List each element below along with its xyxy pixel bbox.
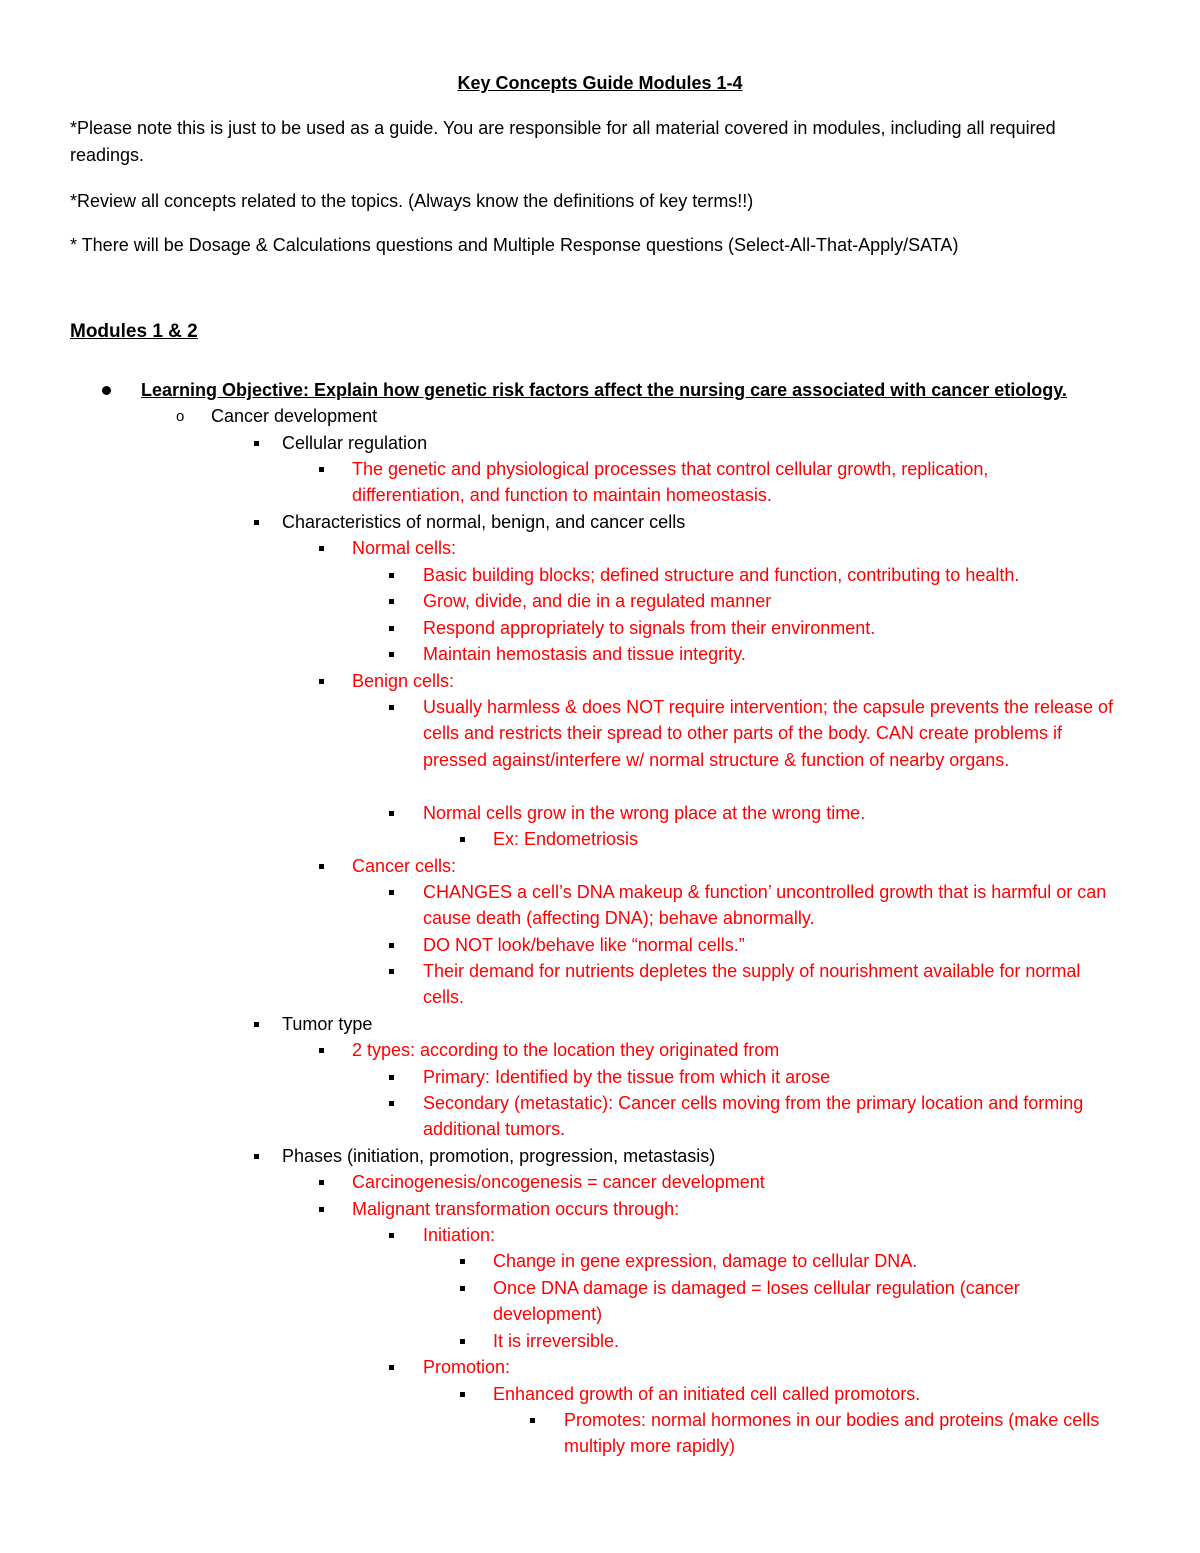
benign-cells-label: Benign cells: [352, 671, 455, 691]
note-review: *Review all concepts related to the topics. (Always know the definitions of key terms!!) [70, 191, 754, 211]
square-bullet-icon [389, 1101, 394, 1106]
outline-cellular-regulation: Cellular regulation [282, 433, 428, 453]
square-bullet-icon [389, 1075, 394, 1080]
initiation-item: Once DNA damage is damaged = loses cellular regulation (cancer development) [493, 1278, 1020, 1325]
square-bullet-icon [389, 705, 394, 710]
cancer-cells-item: Their demand for nutrients depletes the supply of nourishment available for normal cells. [423, 961, 1081, 1008]
square-bullet-icon [389, 1233, 394, 1238]
bullet-icon [102, 386, 111, 395]
circle-bullet-icon: o [176, 408, 185, 425]
square-bullet-icon [319, 1048, 324, 1053]
normal-cells-item: Respond appropriately to signals from their environment. [423, 618, 876, 638]
square-bullet-icon [389, 652, 394, 657]
initiation-item: Change in gene expression, damage to cellular DNA. [493, 1251, 918, 1271]
carcinogenesis-text: Carcinogenesis/oncogenesis = cancer development [352, 1172, 765, 1192]
square-bullet-icon [530, 1418, 535, 1423]
square-bullet-icon [460, 837, 465, 842]
square-bullet-icon [460, 1286, 465, 1291]
square-bullet-icon [389, 573, 394, 578]
square-bullet-icon [319, 1180, 324, 1185]
note-dosage: * There will be Dosage & Calculations questions and Multiple Response questions (Select-All-That-Apply/SATA) [70, 235, 959, 255]
benign-cells-item: Usually harmless & does NOT require intervention; the capsule prevents the release of cells and restricts their spread to other parts of the body. CAN create problems if pressed against/interfere w/ normal structure & function of nearby organs. [423, 697, 1114, 770]
square-bullet-icon [319, 679, 324, 684]
tumor-type-item: Primary: Identified by the tissue from which it arose [423, 1067, 831, 1087]
square-bullet-icon [389, 890, 394, 895]
outline-cancer-development: Cancer development [211, 406, 378, 426]
document-title: Key Concepts Guide Modules 1-4 [457, 73, 743, 93]
cancer-cells-label: Cancer cells: [352, 856, 457, 876]
section-heading: Modules 1 & 2 [70, 321, 198, 342]
square-bullet-icon [389, 626, 394, 631]
malignant-transformation-text: Malignant transformation occurs through: [352, 1199, 680, 1219]
square-bullet-icon [254, 1022, 259, 1027]
tumor-type-sub: 2 types: according to the location they originated from [352, 1040, 780, 1060]
benign-example: Ex: Endometriosis [493, 829, 639, 849]
promotion-label: Promotion: [423, 1357, 511, 1377]
cellular-regulation-definition: The genetic and physiological processes that control cellular growth, replication, differentiation, and function to maintain homeostasis. [352, 459, 989, 506]
square-bullet-icon [319, 864, 324, 869]
cancer-cells-item: CHANGES a cell’s DNA makeup & function’ uncontrolled growth that is harmful or can cause death (affecting DNA); behave abnormally. [423, 882, 1107, 929]
square-bullet-icon [319, 467, 324, 472]
promotion-item: Enhanced growth of an initiated cell called promotors. [493, 1384, 921, 1404]
outline-characteristics: Characteristics of normal, benign, and cancer cells [282, 512, 686, 532]
square-bullet-icon [389, 599, 394, 604]
square-bullet-icon [254, 441, 259, 446]
square-bullet-icon [389, 1365, 394, 1370]
promotion-sub-item: Promotes: normal hormones in our bodies and proteins (make cells multiply more rapidly) [564, 1410, 1100, 1457]
normal-cells-item: Basic building blocks; defined structure and function, contributing to health. [423, 565, 1020, 585]
square-bullet-icon [460, 1392, 465, 1397]
tumor-type-item: Secondary (metastatic): Cancer cells moving from the primary location and forming additional tumors. [423, 1093, 1084, 1140]
initiation-label: Initiation: [423, 1225, 496, 1245]
learning-objective: Learning Objective: Explain how genetic risk factors affect the nursing care associated with cancer etiology. [141, 380, 1067, 400]
square-bullet-icon [389, 969, 394, 974]
benign-cells-item: Normal cells grow in the wrong place at the wrong time. [423, 803, 866, 823]
normal-cells-item: Grow, divide, and die in a regulated manner [423, 591, 772, 611]
outline-tumor-type: Tumor type [282, 1014, 373, 1034]
normal-cells-item: Maintain hemostasis and tissue integrity. [423, 644, 746, 664]
normal-cells-label: Normal cells: [352, 538, 457, 558]
square-bullet-icon [460, 1339, 465, 1344]
note-guide: *Please note this is just to be used as a guide. You are responsible for all material covered in modules, including all required readings. [70, 118, 1056, 165]
square-bullet-icon [254, 1154, 259, 1159]
square-bullet-icon [319, 546, 324, 551]
cancer-cells-item: DO NOT look/behave like “normal cells.” [423, 935, 745, 955]
square-bullet-icon [460, 1259, 465, 1264]
square-bullet-icon [389, 811, 394, 816]
square-bullet-icon [389, 943, 394, 948]
square-bullet-icon [254, 520, 259, 525]
square-bullet-icon [319, 1207, 324, 1212]
initiation-item: It is irreversible. [493, 1331, 620, 1351]
outline-phases: Phases (initiation, promotion, progression, metastasis) [282, 1146, 716, 1166]
